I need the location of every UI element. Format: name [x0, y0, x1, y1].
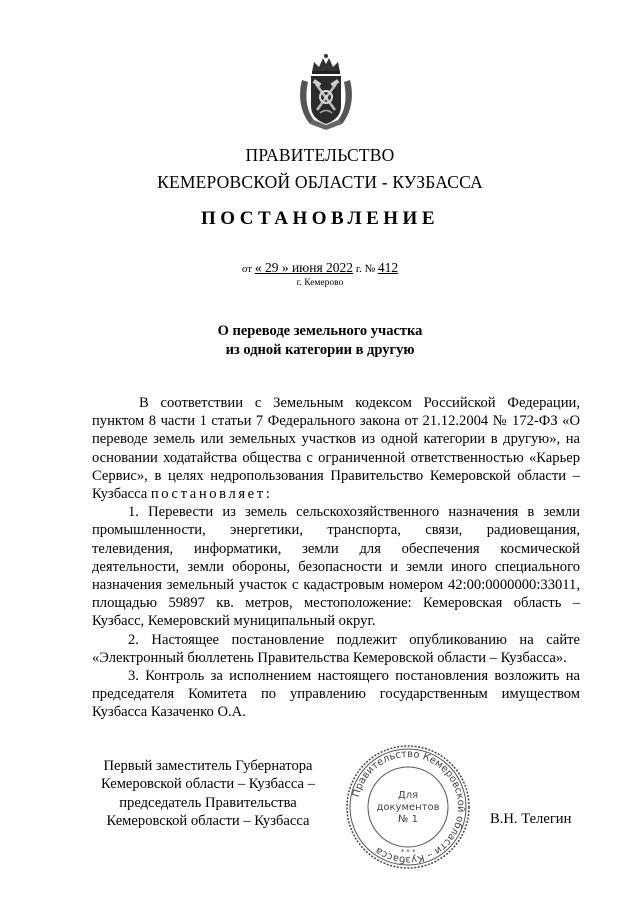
signatory-line-2: Кемеровской области – Кузбасса –: [101, 776, 315, 793]
item-1-paragraph: 1. Перевести из земель сельскохозяйственного назначения в земли промышленности, энергетики, транспорта, связи, радиовещания, телевидения, информатики, земли для обеспечения космической деятельности, земли обороны, безопасности и земли иного специального назначения земельный участок с кадастровым номером 42:00:0000000:33011, площадью 59897 кв. метров, местоположение: Кемеровская область – Кузбасс, Кемеровский муниципальный округ.: [92, 504, 580, 630]
signatory-title: [88, 757, 328, 830]
document-body: [92, 394, 580, 722]
document-number: 412: [377, 260, 399, 275]
subject-line-2: из одной категории в другую: [225, 342, 415, 358]
government-title: ПРАВИТЕЛЬСТВО: [245, 145, 395, 165]
number-sign: №: [364, 263, 376, 275]
document-subject: [0, 322, 640, 360]
item-3-paragraph: 3. Контроль за исполнением настоящего постановления возложить на председателя Комитета по управлению государственным имуществом Кузбасса Казаченко О.А.: [92, 668, 580, 721]
seal-center-line-3: № 1: [398, 814, 418, 825]
document-type-heading: ПОСТАНОВЛЕНИЕ: [200, 208, 440, 229]
seal-ring-text: Правительство Кемеровской области – Кузбасса: [351, 748, 467, 866]
region-title: КЕМЕРОВСКОЙ ОБЛАСТИ - КУЗБАССА: [157, 172, 483, 192]
city-line: г. Кемерово: [296, 278, 344, 288]
date-prefix: от: [241, 263, 253, 275]
date-day-field: « 29 » июня 2022: [254, 260, 354, 275]
signatory-line-1: Первый заместитель Губернатора: [103, 758, 313, 774]
signatory-line-4: Кемеровской области – Кузбасса: [106, 812, 310, 829]
signatory-line-3: председатель Правительства: [119, 794, 297, 811]
intro-text: В соответствии с Земельным кодексом Российской Федерации, пунктом 8 части 1 статьи 7 Федерального закона от 21.12.2004 № 172-ФЗ «О переводе земель или земельных участков из одной категории в другую», на основании ходатайства общества с ограниченной ответственностью «Карьер Сервис», в целях недропользования Правительство Кемеровской области – Кузбасса: [92, 395, 580, 503]
item-2-paragraph: 2. Настоящее постановление подлежит опубликованию на сайте «Электронный бюллетень Правительства Кемеровской области – Кузбасса».: [92, 631, 580, 666]
date-month-year: июня 2022: [291, 260, 354, 275]
official-seal-stamp: [344, 743, 472, 871]
date-year-suffix: г.: [355, 263, 362, 275]
coat-of-arms-emblem: [294, 50, 358, 134]
subject-line-1: О переводе земельного участка: [217, 323, 423, 339]
date-number-line: [0, 260, 640, 276]
decree-word: постановляет:: [150, 486, 273, 503]
seal-center-line-1: Для: [397, 790, 419, 801]
seal-center-line-2: документов: [376, 802, 440, 813]
seal-stars: * * *: [400, 848, 416, 856]
intro-paragraph: [92, 394, 580, 503]
signatory-name: В.Н. Телегин: [490, 811, 572, 827]
